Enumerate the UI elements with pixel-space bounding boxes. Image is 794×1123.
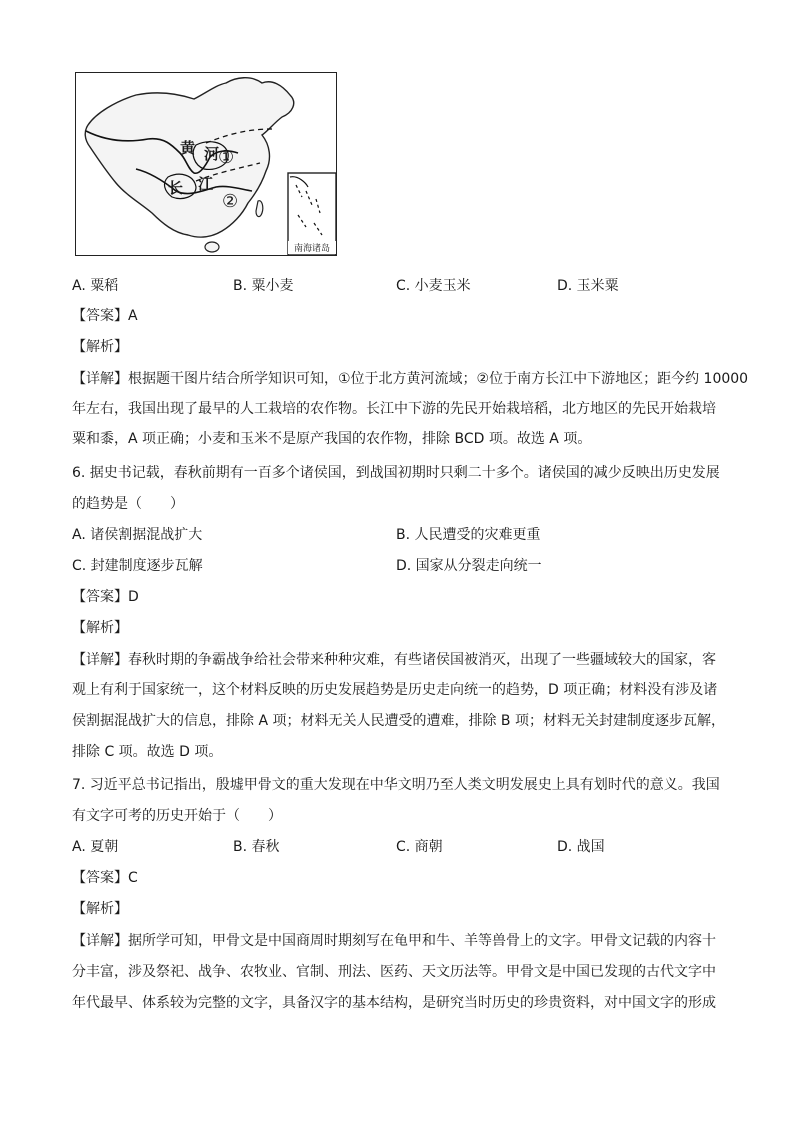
- map-marker-2: ②: [222, 191, 239, 212]
- map-marker-1: ①: [218, 147, 235, 168]
- q5-detail-line-2: 年左右，我国出现了最早的人工栽培的农作物。长江中下游的先民开始栽培稻，北方地区的先民开始栽培: [72, 401, 716, 417]
- q6-option-d: D. 国家从分裂走向统一: [396, 558, 542, 574]
- q6-stem-line-1: 6. 据史书记载，春秋前期有一百多个诸侯国，到战国初期时只剩二十多个。诸侯国的减少反映出历史发展: [72, 465, 720, 481]
- q6-detail-line-3: 侯割据混战扩大的信息，排除 A 项；材料无关人民遭受的遭难，排除 B 项；材料无关封建制度逐步瓦解，: [72, 713, 725, 729]
- q7-answer: 【答案】C: [72, 870, 138, 886]
- q6-option-a: A. 诸侯割据混战扩大: [72, 527, 203, 543]
- q7-stem-line-2: 有文字可考的历史开始于（ ）: [72, 808, 282, 824]
- q5-option-d: D. 玉米粟: [557, 278, 619, 294]
- q6-answer: 【答案】D: [72, 589, 139, 605]
- q5-option-b: B. 粟小麦: [233, 278, 294, 294]
- q5-detail-line-3: 粟和黍，A 项正确；小麦和玉米不是原产我国的农作物，排除 BCD 项。故选 A 项。: [72, 431, 592, 447]
- inset-label: 南海诸岛: [288, 241, 336, 254]
- q6-detail-line-1: 【详解】春秋时期的争霸战争给社会带来种种灾难，有些诸侯国被消灭，出现了一些疆域较大的国家，客: [72, 652, 716, 668]
- q6-stem-line-2: 的趋势是（ ）: [72, 496, 184, 512]
- q6-detail-line-4: 排除 C 项。故选 D 项。: [72, 744, 223, 760]
- map-label-huang: 黄: [180, 139, 196, 157]
- q7-analysis-heading: 【解析】: [72, 901, 128, 917]
- q5-answer: 【答案】A: [72, 308, 138, 324]
- q5-analysis-heading: 【解析】: [72, 339, 128, 355]
- q7-detail-line-1: 【详解】据所学可知，甲骨文是中国商周时期刻写在龟甲和牛、羊等兽骨上的文字。甲骨文记载的内容十: [72, 933, 716, 949]
- q7-option-d: D. 战国: [557, 839, 605, 855]
- q7-option-a: A. 夏朝: [72, 839, 119, 855]
- q7-option-b: B. 春秋: [233, 839, 280, 855]
- q7-detail-line-3: 年代最早、体系较为完整的文字，具备汉字的基本结构，是研究当时历史的珍贵资料，对中国文字的形成: [72, 995, 716, 1011]
- q7-option-c: C. 商朝: [396, 839, 443, 855]
- q5-option-a: A. 粟稻: [72, 278, 119, 294]
- q6-detail-line-2: 观上有利于国家统一，这个材料反映的历史发展趋势是历史走向统一的趋势，D 项正确；材料没有涉及诸: [72, 682, 718, 698]
- q7-detail-line-2: 分丰富，涉及祭祀、战争、农牧业、官制、刑法、医药、天文历法等。甲骨文是中国已发现的古代文字中: [72, 964, 716, 980]
- q7-stem-line-1: 7. 习近平总书记指出，殷墟甲骨文的重大发现在中华文明乃至人类文明发展史上具有划时代的意义。我国: [72, 777, 720, 793]
- china-map-figure: [75, 72, 337, 256]
- taiwan-island: [256, 201, 263, 217]
- q5-detail-line-1: 【详解】根据题干图片结合所学知识可知，①位于北方黄河流域；②位于南方长江中下游地区；距今约 10000: [72, 371, 749, 387]
- map-label-chang: 长: [168, 179, 184, 197]
- q6-analysis-heading: 【解析】: [72, 620, 128, 636]
- q6-option-c: C. 封建制度逐步瓦解: [72, 558, 203, 574]
- map-label-jiang: 江: [198, 175, 214, 193]
- china-map-drawing: [76, 73, 338, 257]
- q6-option-b: B. 人民遭受的灾难更重: [396, 527, 541, 543]
- map-label-he: 河: [204, 145, 220, 163]
- hainan-island: [205, 242, 219, 252]
- q5-option-c: C. 小麦玉米: [396, 278, 471, 294]
